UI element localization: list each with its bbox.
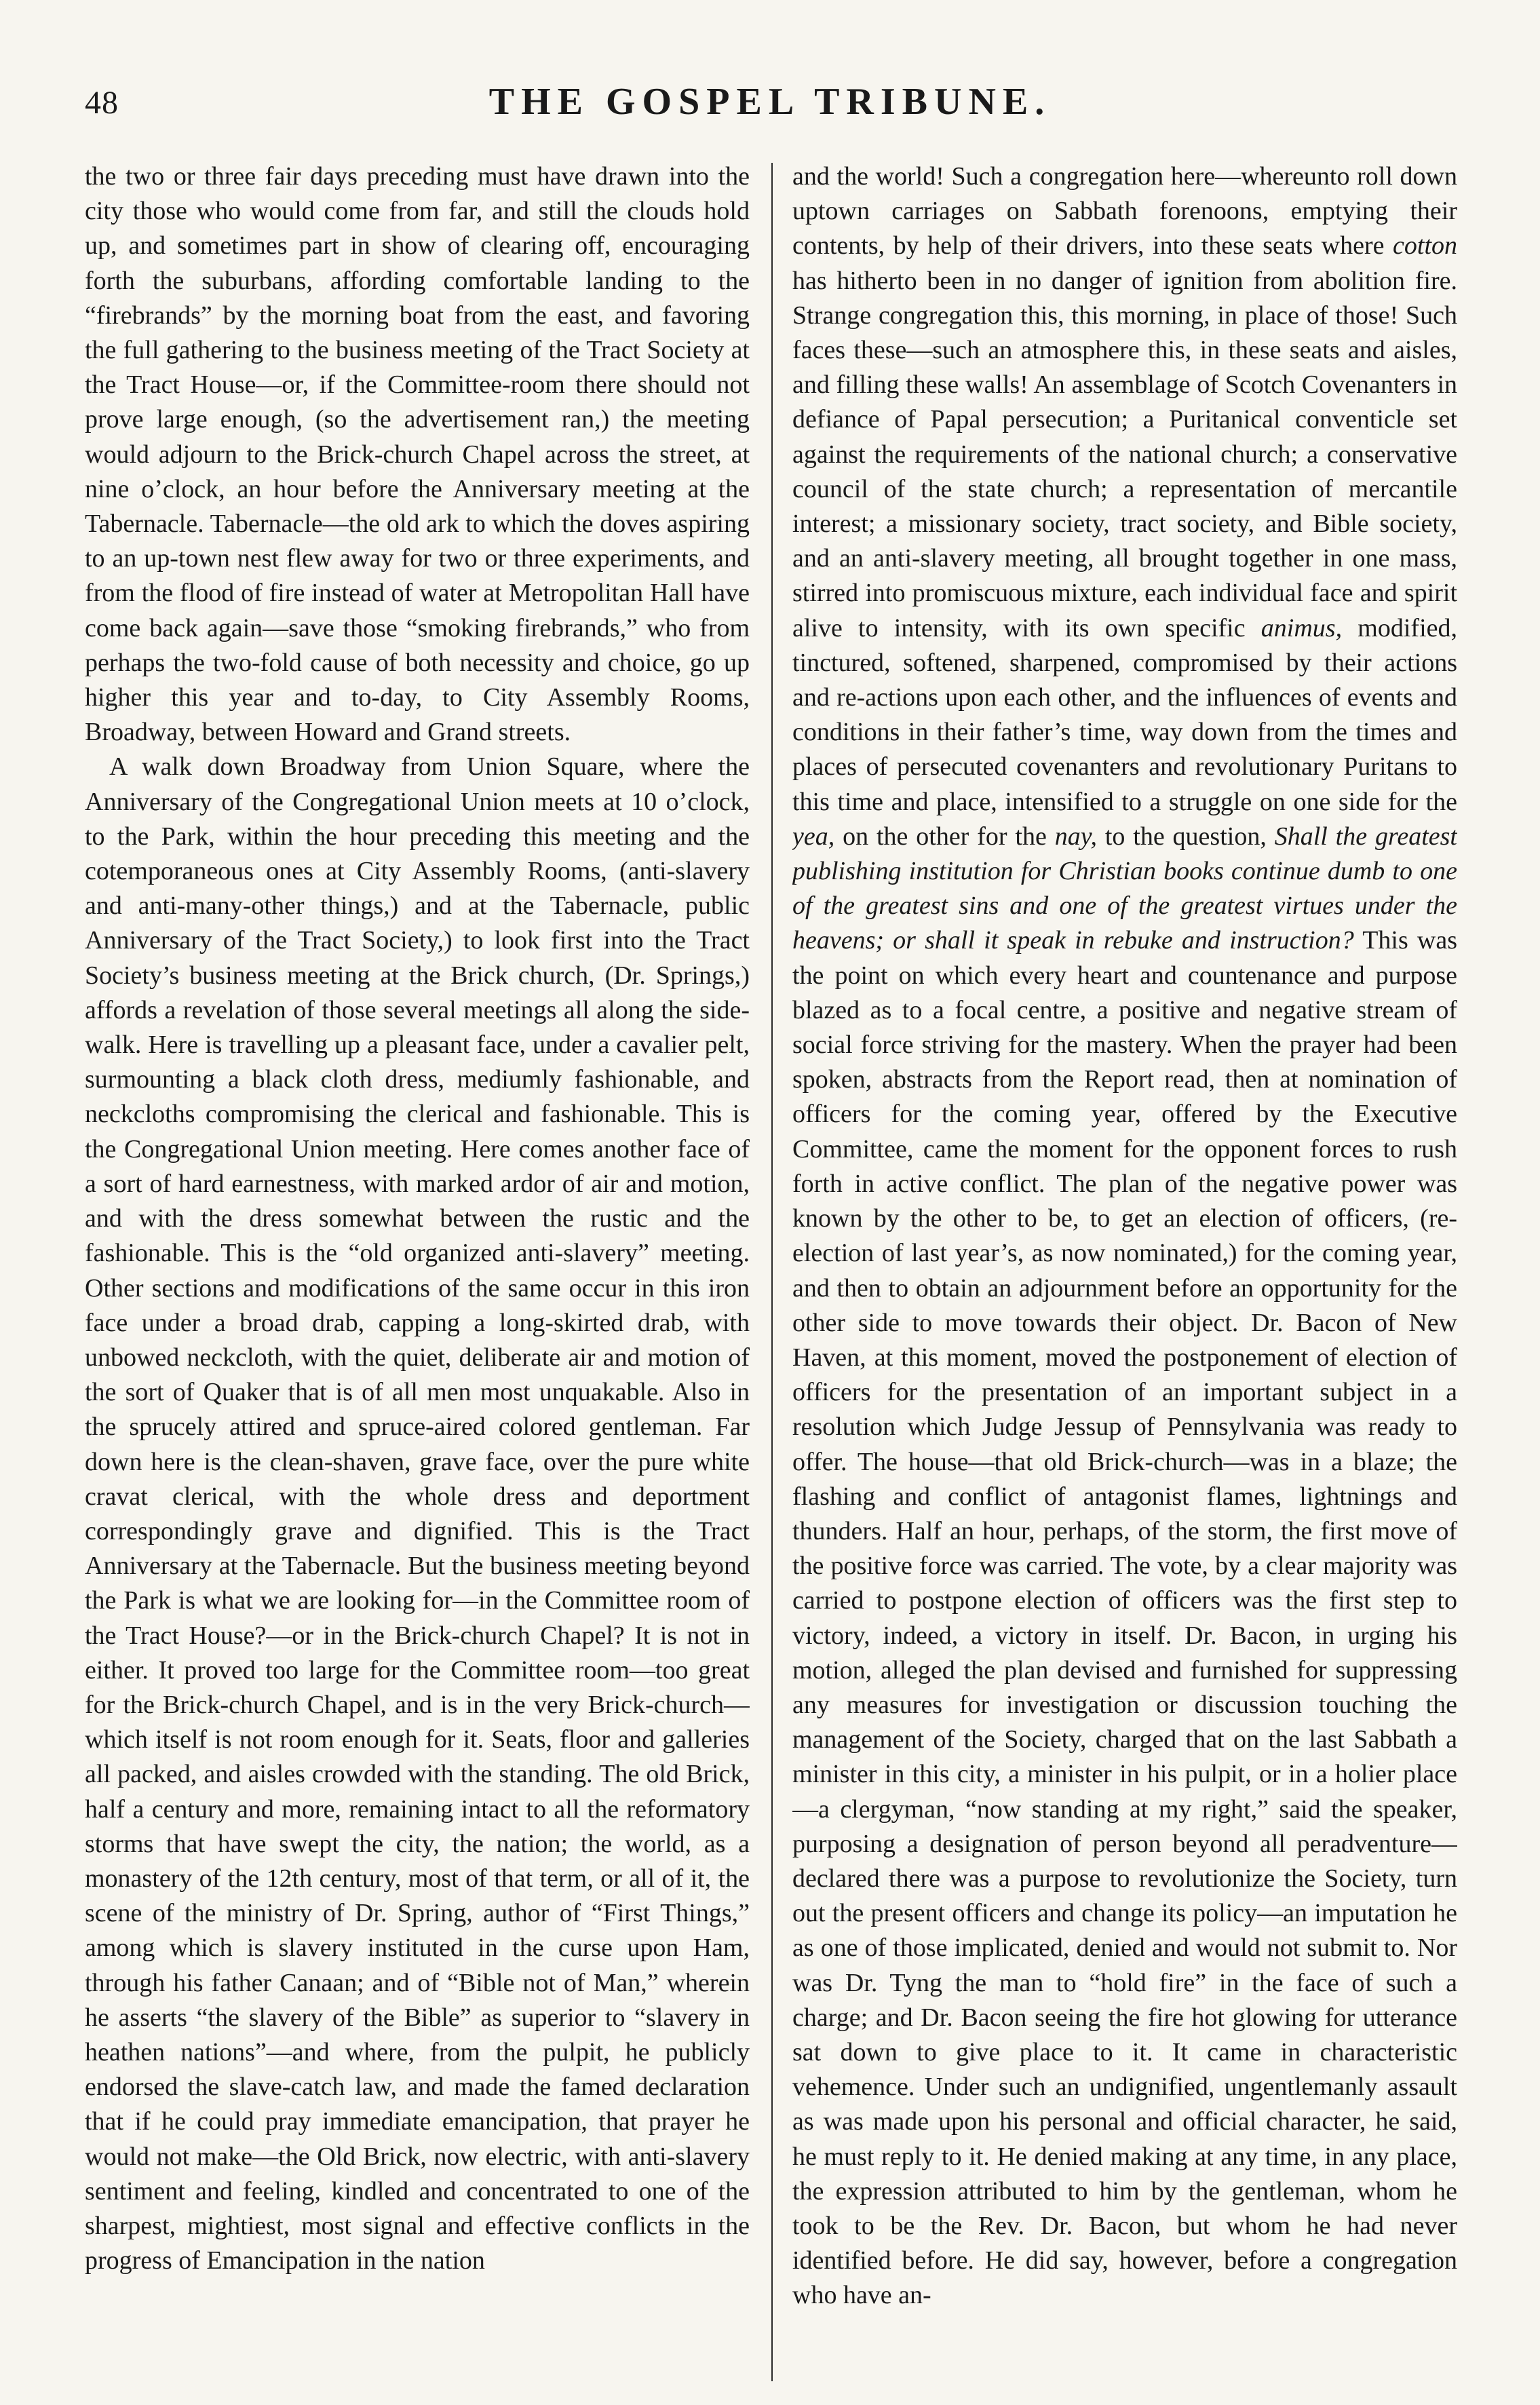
journal-title: THE GOSPEL TRIBUNE. <box>488 81 1052 123</box>
italic-text: cotton <box>1393 231 1457 261</box>
text-run: modified, tinctured, softened, sharpened, compromised by their actions and re-actions upon each other, and the influences of events and conditions in their father’s time, way down from the times and places of persecuted covenanters and revolutionary Puritans to this time and place, intensified to a struggle on one side for the <box>792 613 1457 816</box>
paragraph: A walk down Broadway from Union Square, where the Anniversary of the Congregational Union meets at 10 o’clock, to the Park, within the hour preceding this meeting and the cotemporaneous ones at City Assembly Rooms, (anti-slavery and anti-many-other things,) and at the Tabernacle, public Anniversary of the Tract Society,) to look first into the Tract Society’s business meeting at the Brick church, (Dr. Springs,) affords a revelation of those several meetings all along the side-walk. Here is travelling up a pleasant face, under a cavalier pelt, surmounting a black cloth dress, mediumly fashionable, and neckcloths compromising the clerical and fashionable. This is the Congregational Union meeting. Here comes another face of a sort of hard earnestness, with marked ardor of air and motion, and with the dress somewhat between the rustic and the fashionable. This is the “old organized anti-slavery” meeting. Other sections and modifications of the same occur in this iron face under a broad drab, capping a long-skirted drab, with unbowed neckcloth, with the quiet, deliberate air and motion of the sort of Quaker that is of all men most unquakable. Also in the sprucely attired and spruce-aired colored gentleman. Far down here is the clean-shaven, grave face, over the pure white cravat clerical, with the whole dress and deportment correspondingly grave and dignified. This is the Tract Anniversary at the Tabernacle. But the business meeting beyond the Park is what we are looking for—in the Committee room of the Tract House?—or in the Brick-church Chapel? It is not in either. It proved too large for the Committee room—too great for the Brick-church Chapel, and is in the very Brick-church—which itself is not room enough for it. Seats, floor and galleries all packed, and aisles crowded with the standing. The old Brick, half a century and more, remaining intact to all the reformatory storms that have swept the city, the nation; the world, as a monastery of the 12th century, most of that term, or all of it, the scene of the ministry of Dr. Spring, author of “First Things,” among which is slavery instituted in the curse upon Ham, through his father Canaan; and of “Bible not of Man,” wherein he asserts “the slavery of the Bible” as superior to “slavery in heathen nations”—and where, from the pulpit, he publicly endorsed the slave-catch law, and made the famed declaration that if he could pray immediate emancipation, that prayer he would not make—the Old Brick, now electric, with anti-slavery sentiment and feeling, kindled and concentrated to one of the sharpest, mightiest, most signal and effective conflicts in the progress of Emancipation in the nation <box>85 752 750 2275</box>
paragraph <box>792 159 1457 2313</box>
text-run: to the question, <box>1096 822 1275 851</box>
page-header <box>85 80 1455 128</box>
page-number: 48 <box>85 85 119 121</box>
italic-text: yea, <box>792 822 835 851</box>
paragraph: the two or three fair days preceding must have drawn into the city those who would come from far, and still the clouds hold up, and sometimes part in show of clearing off, encouraging forth the suburbans, affording comfortable landing to the “firebrands” by the morning boat from the east, and favoring the full gathering to the business meeting of the Tract Society at the Tract House—or, if the Committee-room there should not prove large enough, (so the advertisement ran,) the meeting would adjourn to the Brick-church Chapel across the street, at nine o’clock, an hour before the Anniversary meeting at the Tabernacle. Tabernacle—the old ark to which the doves aspiring to an up-town nest flew away for two or three experiments, and from the flood of fire instead of water at Metropolitan Hall have come back again—save those “smoking firebrands,” who from perhaps the two-fold cause of both necessity and choice, go up higher this year and to-day, to City Assembly Rooms, Broadway, between Howard and Grand streets. <box>85 162 750 747</box>
column-divider <box>771 163 773 2381</box>
text-run: has hitherto been in no danger of ignition from abolition fire. Strange congregation this, this morning, in place of those! Such faces these—such an atmosphere this, in these seats and aisles, and filling these walls! An assemblage of Scotch Covenanters in defiance of Papal persecution; a Puritanical conventicle set against the requirements of the national church; a conservative council of the state church; a representation of mercantile interest; a missionary society, tract society, and Bible society, and an anti-slavery meeting, all brought together in one mass, stirred into promiscuous mixture, each individual face and spirit alive to intensity, with its own specific <box>792 266 1457 642</box>
italic-text: animus, <box>1260 613 1343 642</box>
italic-question: Shall the greatest publishing institution for Christian books continue dumb to one of the greatest sins and one of the greatest virtues under the heavens; or shall it speak in rebuke and instruction? <box>792 822 1457 955</box>
right-column <box>792 159 1457 2371</box>
text-run: and the world! Such a congregation here—whereunto roll down uptown carriages on Sabbath forenoons, emptying their contents, by help of their drivers, into these seats where <box>792 162 1457 261</box>
text-run: on the other for the <box>834 822 1055 851</box>
text-run: This was the point on which every heart and countenance and purpose blazed as to a focal centre, a positive and negative stream of social force striving for the mastery. When the prayer had been spoken, abstracts from the Report read, then at nomination of officers for the coming year, offered by the Executive Committee, came the moment for the opponent forces to rush forth in active conflict. The plan of the negative power was known by the other to be, to get an election of officers, (re-election of last year’s, as now nominated,) for the coming year, and then to obtain an adjournment before an opportunity for the other side to move towards their object. Dr. Bacon of New Haven, at this moment, moved the postponement of election of officers for the presentation of an important subject in a resolution which Judge Jessup of Pennsylvania was ready to offer. The house—that old Brick-church—was in a blaze; the flashing and conflict of antagonist flames, lightnings and thunders. Half an hour, perhaps, of the storm, the first move of the positive force was carried. The vote, by a clear majority was carried to postpone election of officers was the first step to victory, indeed, a victory in itself. Dr. Bacon, in urging his motion, alleged the plan devised and furnished for suppressing any measures for investigation or discussion touching the management of the Society, charged that on the last Sabbath a minister in this city, a minister in his pulpit, or in a holier place—a clergyman, “now standing at my right,” said the speaker, purposing a designation of person beyond all peradventure—declared there was a purpose to revolutionize the Society, turn out the present officers and change its policy—an imputation he as one of those implicated, denied and would not submit to. Nor was Dr. Tyng the man to “hold fire” in the face of such a charge; and Dr. Bacon seeing the fire hot glowing for utterance sat down to give place to it. It came in characteristic vehemence. Under such an undignified, ungentlemanly assault as was made upon his personal and official character, he said, he must reply to it. He denied making at any time, in any place, the expression attributed to him by the gentleman, whom he took to be the Rev. Dr. Bacon, but whom he had never identified before. He did say, however, before a congregation who have an- <box>792 926 1457 2310</box>
left-column <box>85 159 750 2371</box>
italic-text: nay, <box>1054 822 1097 851</box>
